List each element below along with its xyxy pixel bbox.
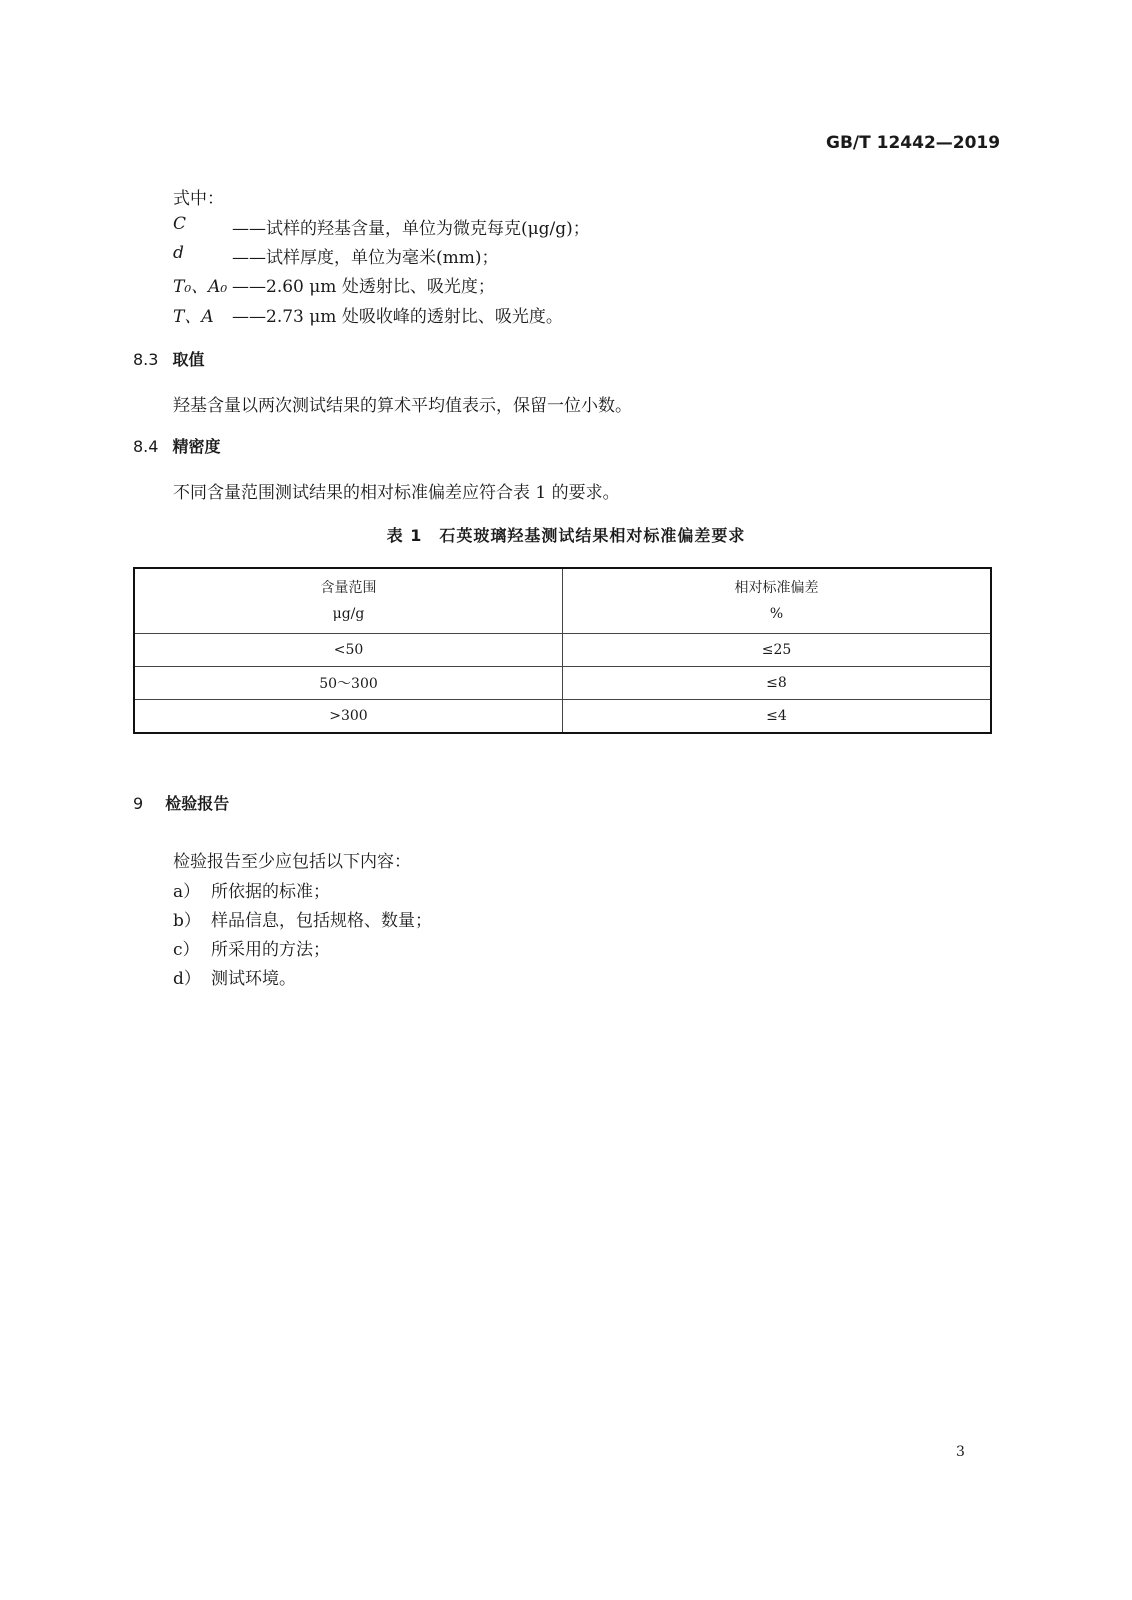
- list-item-text: 所依据的标准；: [211, 882, 330, 902]
- section-title: 精密度: [172, 437, 221, 456]
- table-row: [134, 634, 991, 667]
- range-cell: 50～300: [134, 667, 563, 700]
- rsd-requirements-table: [133, 567, 992, 734]
- rsd-cell: ≤8: [563, 667, 992, 700]
- list-marker: c）: [173, 940, 200, 960]
- symbol-t0-a0: T₀、A₀: [173, 277, 228, 297]
- column-header-unit: μg/g: [332, 606, 365, 622]
- section-8-3-text: 羟基含量以两次测试结果的算术平均值表示，保留一位小数。: [173, 396, 632, 416]
- symbol-t0-a0-desc: ——2.60 μm 处透射比、吸光度；: [232, 277, 495, 297]
- list-item-text: 所采用的方法；: [211, 940, 330, 960]
- symbol-t-a: T、A: [173, 307, 214, 327]
- rsd-cell: ≤4: [563, 700, 992, 734]
- column-header-rsd: [563, 568, 992, 634]
- symbol-c-desc: ——试样的羟基含量，单位为微克每克(μg/g)；: [232, 219, 590, 239]
- section-number: 8.3: [133, 350, 159, 369]
- column-header-label: 相对标准偏差: [734, 580, 819, 596]
- section-9-intro: 检验报告至少应包括以下内容：: [173, 852, 411, 872]
- section-8-4-text: 不同含量范围测试结果的相对标准偏差应符合表 1 的要求。: [173, 483, 620, 503]
- section-9-heading: [133, 791, 229, 814]
- section-title: 取值: [172, 350, 205, 369]
- list-item: [173, 906, 432, 931]
- list-marker: b）: [173, 911, 201, 931]
- section-number: 9: [133, 794, 144, 813]
- symbol-c: C: [173, 214, 187, 234]
- range-cell: >300: [134, 700, 563, 734]
- list-item: [173, 964, 296, 989]
- section-title: 检验报告: [165, 794, 230, 813]
- column-header-unit: %: [769, 606, 784, 622]
- symbol-d: d: [173, 243, 184, 263]
- symbol-d-desc: ——试样厚度，单位为毫米(mm)；: [232, 248, 499, 268]
- column-header-label: 含量范围: [320, 580, 377, 596]
- formula-key-intro: 式中：: [173, 189, 224, 209]
- list-item-text: 测试环境。: [211, 969, 296, 989]
- list-marker: a）: [173, 882, 201, 902]
- rsd-cell: ≤25: [563, 634, 992, 667]
- table-row: [134, 700, 991, 734]
- symbol-t-a-desc: ——2.73 μm 处吸收峰的透射比、吸光度。: [232, 307, 563, 327]
- column-header-range: [134, 568, 563, 634]
- section-8-3-heading: [133, 347, 204, 370]
- range-cell: <50: [134, 634, 563, 667]
- list-marker: d）: [173, 969, 201, 989]
- table-caption: 表 1 石英玻璃羟基测试结果相对标准偏差要求: [386, 526, 746, 545]
- section-number: 8.4: [133, 437, 159, 456]
- page-number: 3: [956, 1444, 965, 1460]
- table-row: [134, 667, 991, 700]
- standard-number: GB/T 12442—2019: [826, 133, 1001, 153]
- list-item-text: 样品信息，包括规格、数量；: [211, 911, 432, 931]
- table-header-row: [134, 568, 991, 634]
- list-item: [173, 935, 330, 960]
- list-item: [173, 877, 330, 902]
- section-8-4-heading: [133, 434, 220, 457]
